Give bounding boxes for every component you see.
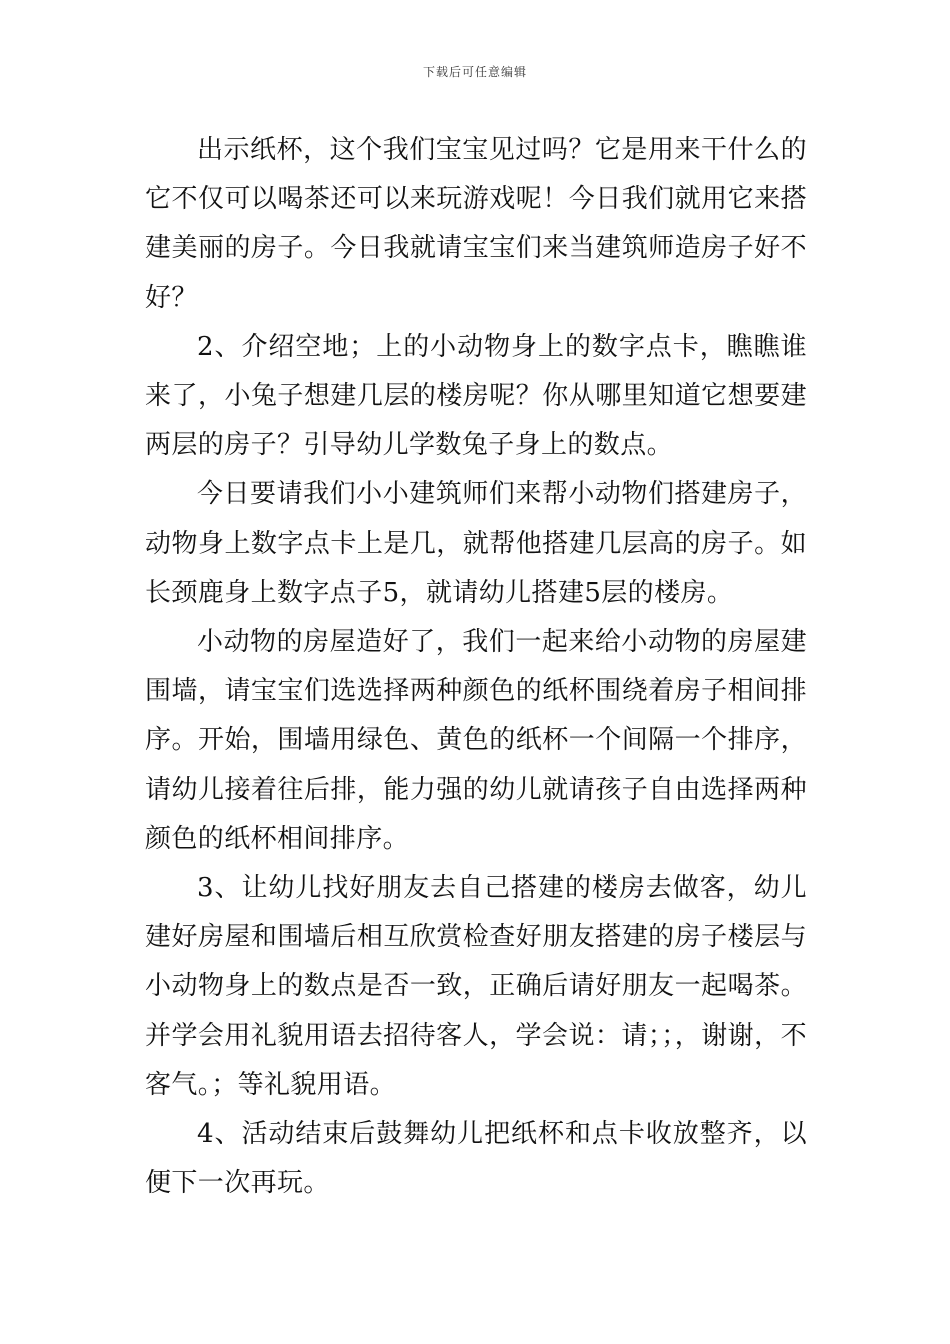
paragraph-5: 3、让幼儿找好朋友去自己搭建的楼房去做客，幼儿建好房屋和围墙后相互欣赏检查好朋友搭建的房子楼层与小动物身上的数点是否一致，正确后请好朋友一起喝茶。并学会用礼貌用语去招待客人，学会说：请；；，谢谢，不客气。；等礼貌用语。 xyxy=(145,873,807,1100)
document-body xyxy=(145,126,807,1208)
paragraph-2: 2、介绍空地；上的小动物身上的数字点卡，瞧瞧谁来了，小兔子想建几层的楼房呢？你从哪里知道它想要建两层的房子？引导幼儿学数兔子身上的数点。 xyxy=(145,331,807,461)
header-note: 下载后可任意编辑 xyxy=(422,65,527,79)
paragraph-6: 4、活动结束后鼓舞幼儿把纸杯和点卡收放整齐，以便下一次再玩。 xyxy=(145,1119,807,1199)
paragraph-3: 今日要请我们小小建筑师们来帮小动物们搭建房子，动物身上数字点卡上是几，就帮他搭建几层高的房子。如长颈鹿身上数字点子5，就请幼儿搭建5层的楼房。 xyxy=(145,479,807,608)
paragraph-4: 小动物的房屋造好了，我们一起来给小动物的房屋建围墙，请宝宝们选选择两种颜色的纸杯围绕着房子相间排序。开始，围墙用绿色、黄色的纸杯一个间隔一个排序，请幼儿接着往后排，能力强的幼儿就请孩子自由选择两种颜色的纸杯相间排序。 xyxy=(145,627,807,854)
paragraph-1: 出示纸杯，这个我们宝宝见过吗？它是用来干什么的它不仅可以喝茶还可以来玩游戏呢！今日我们就用它来搭建美丽的房子。今日我就请宝宝们来当建筑师造房子好不好？ xyxy=(145,135,807,313)
